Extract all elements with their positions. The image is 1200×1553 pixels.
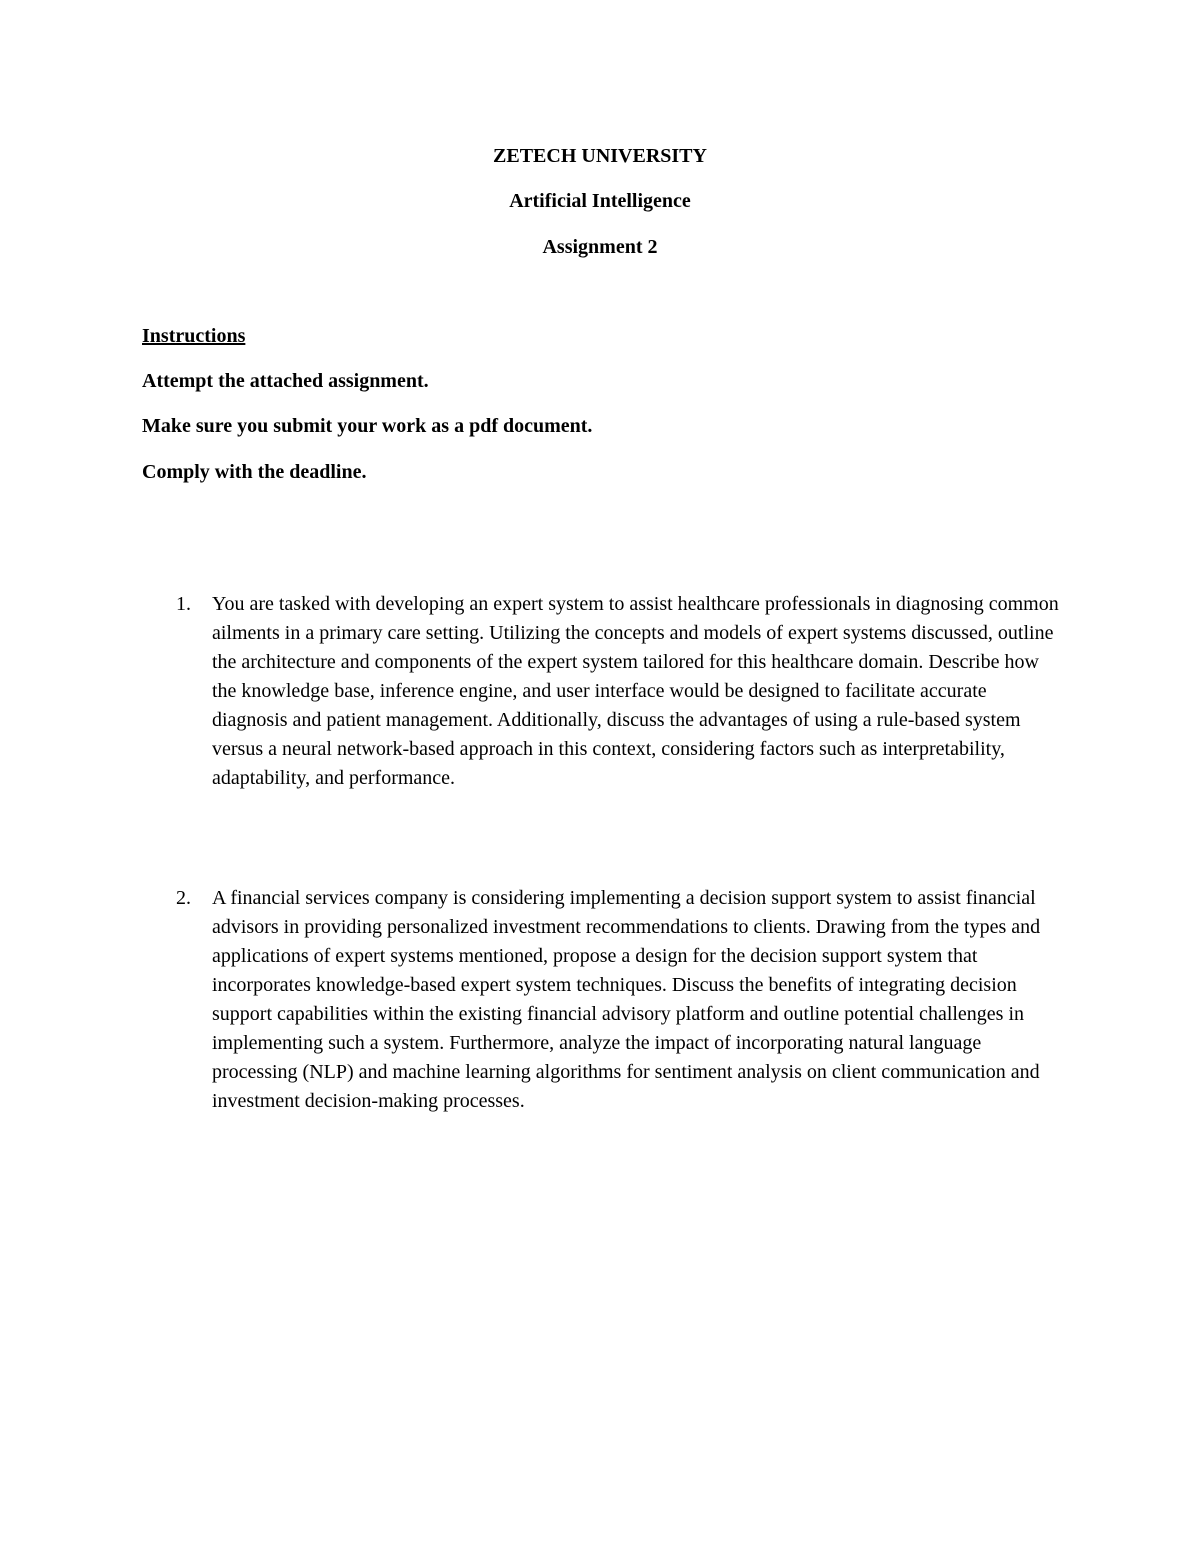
course-title: Artificial Intelligence bbox=[509, 190, 691, 212]
question-number: 1. bbox=[176, 593, 191, 615]
assignment-title: Assignment 2 bbox=[542, 236, 658, 258]
question-text: A financial services company is considering implementing a decision support system to assist financial advisors in providing personalized investment recommendations to clients. Drawing from the types and applications of expert systems mentioned, propose a design for the decision support system that incorporates knowledge-based expert system techniques. Discuss the benefits of integrating decision support capabilities within the existing financial advisory platform and outline potential challenges in implementing such a system. Furthermore, analyze the impact of incorporating natural language processing (NLP) and machine learning algorithms for sentiment analysis on client communication and investment decision-making processes. bbox=[212, 887, 1041, 1112]
university-title: ZETECH UNIVERSITY bbox=[493, 145, 707, 167]
instruction-item: Comply with the deadline. bbox=[142, 461, 367, 483]
instruction-item: Attempt the attached assignment. bbox=[142, 370, 429, 392]
instruction-item: Make sure you submit your work as a pdf document. bbox=[142, 415, 593, 437]
question-1 bbox=[142, 590, 1062, 793]
question-text: You are tasked with developing an expert system to assist healthcare professionals in diagnosing common ailments in a primary care setting. Utilizing the concepts and models of expert systems discussed, outline the architecture and components of the expert system tailored for this healthcare domain. Describe how the knowledge base, inference engine, and user interface would be designed to facilitate accurate diagnosis and patient management. Additionally, discuss the advantages of using a rule-based system versus a neural network-based approach in this context, considering factors such as interpretability, adaptability, and performance. bbox=[212, 593, 1059, 789]
instructions-heading: Instructions bbox=[142, 325, 246, 347]
question-2 bbox=[142, 884, 1062, 1116]
question-number: 2. bbox=[176, 887, 191, 909]
